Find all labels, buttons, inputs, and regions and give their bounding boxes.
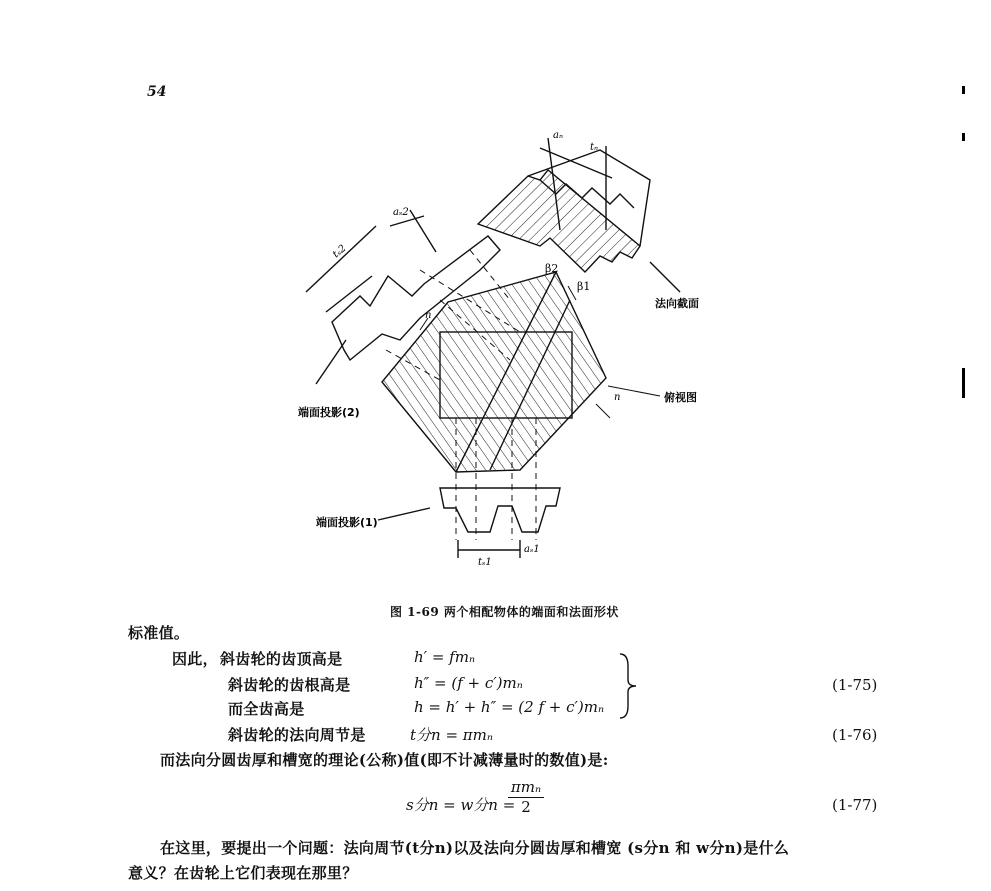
margin-mark [962,133,965,141]
eq75-brace [618,652,640,720]
label-t-s1: tₛ1 [478,557,492,568]
label-end-projection-1: 端面投影(1) [316,516,378,529]
label-normal-section: 法向截面 [655,297,699,310]
label-a-s1: aₛ1 [524,544,540,555]
label-beta2: β2 [545,262,559,275]
eq75-row1-label: 斜齿轮的齿顶高是 [220,650,343,668]
eq75-row3-formula: h = h′ + h″ = (2 f + c′)mₙ [414,698,605,716]
label-a-s2: aₛ2 [393,207,409,218]
eq75-row2-label: 斜齿轮的齿根高是 [228,676,351,694]
eq76-formula: t分n = πmₙ [410,726,493,744]
top-view-shape [382,272,606,472]
eq75-row3-label: 而全齿高是 [228,700,305,718]
eq77-number: (1-77) [832,796,878,814]
eq76-number: (1-76) [832,726,878,744]
label-t-s2: tₛ2 [330,243,349,261]
label-n-top: n [425,310,432,321]
eq75-number: (1-75) [832,676,878,694]
eq75-row2-formula: h″ = (f + c′)mₙ [414,674,523,692]
text-para1: 在这里，要提出一个问题：法向周节(t分n)以及法向分圆齿厚和槽宽 (s分n 和 w分n)是什么 [160,839,790,857]
page-number: 54 [147,84,167,100]
label-n-right: n [614,392,621,403]
text-line-theory: 而法向分圆齿厚和槽宽的理论(公称)值(即不计减薄量时的数值)是: [160,751,609,769]
label-t-n: tₙ [590,142,599,153]
eq75-prefix: 因此， [172,650,218,668]
eq77-numerator: πmₙ [508,778,544,798]
label-top-view: 俯视图 [664,391,697,404]
eq75-row1-formula: h′ = fmₙ [414,648,476,666]
eq76-label: 斜齿轮的法向周节是 [228,726,366,744]
eq77-denominator: 2 [521,798,531,816]
text-line1: 标准值。 [128,624,190,642]
normal-section-shape [478,138,680,292]
label-beta1: β1 [577,280,591,293]
eq77-fraction [508,778,544,816]
label-a-n: aₙ [553,130,564,141]
margin-mark [962,86,965,94]
text-para2: 意义？在齿轮上它们表现在那里？ [128,864,358,882]
gear-figure [290,120,699,580]
margin-mark [962,368,965,398]
label-end-projection-2: 端面投影(2) [298,406,360,419]
figure-caption: 图 1-69 两个相配物体的端面和法面形状 [390,605,619,619]
eq77-lhs: s分n = w分n = [406,796,516,814]
